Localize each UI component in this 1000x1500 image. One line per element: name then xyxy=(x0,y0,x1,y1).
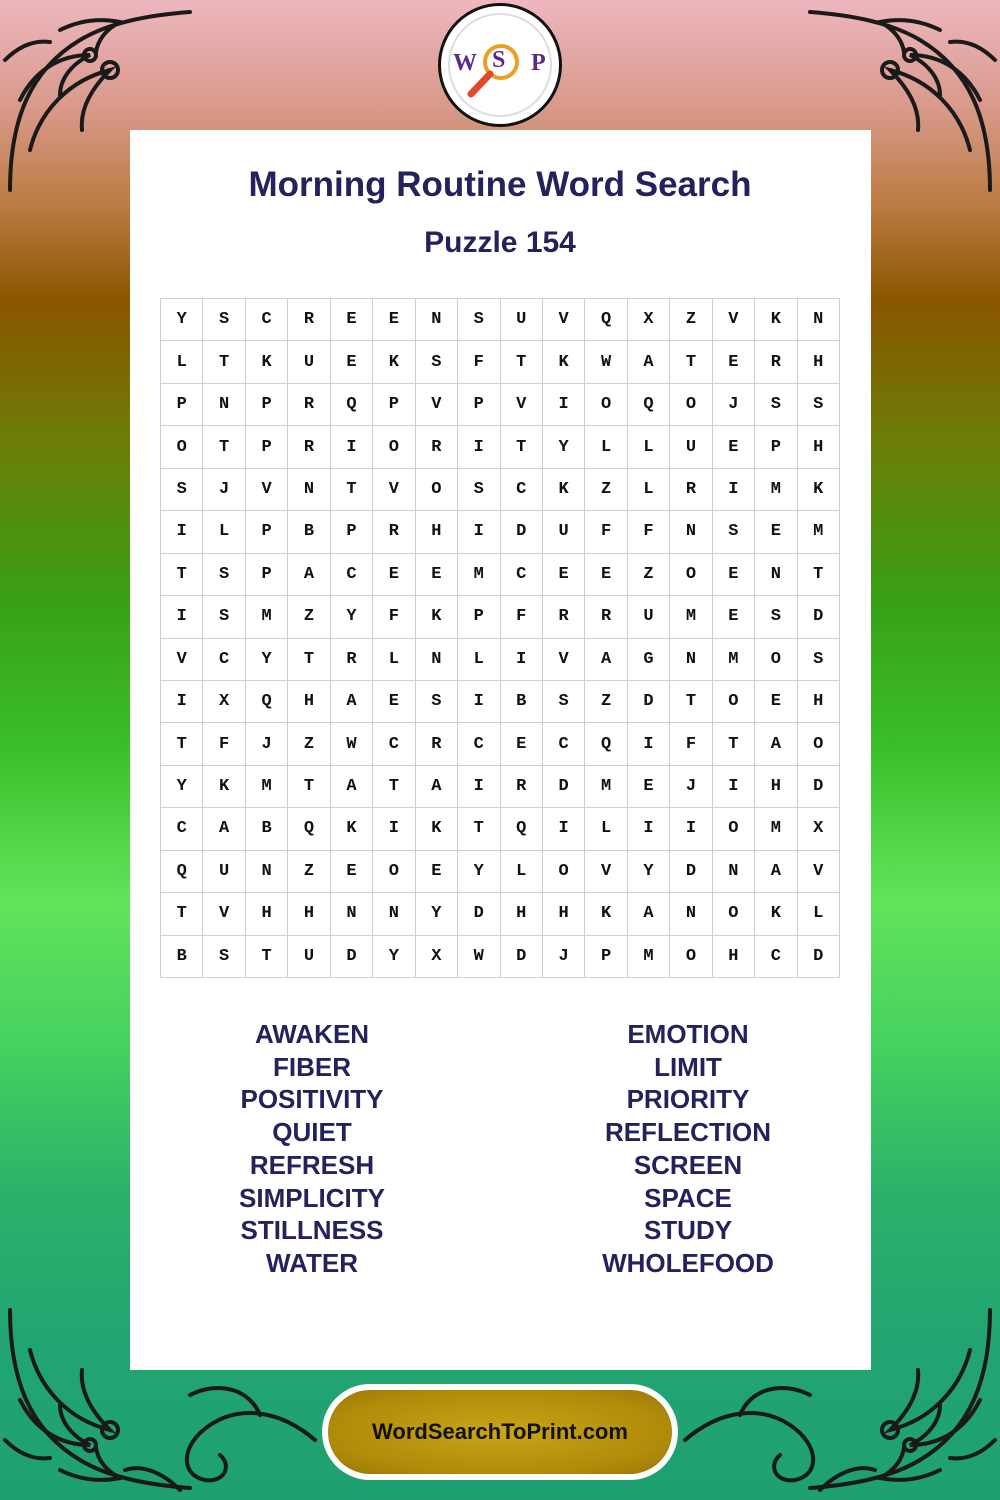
grid-cell[interactable]: M xyxy=(670,596,712,638)
grid-cell[interactable]: K xyxy=(798,469,840,511)
grid-cell[interactable]: Q xyxy=(331,384,373,426)
grid-cell[interactable]: I xyxy=(543,808,585,850)
grid-cell[interactable]: S xyxy=(203,936,245,978)
grid-cell[interactable]: T xyxy=(288,766,330,808)
grid-cell[interactable]: S xyxy=(458,299,500,341)
grid-cell[interactable]: N xyxy=(755,554,797,596)
grid-cell[interactable]: D xyxy=(501,511,543,553)
grid-cell[interactable]: H xyxy=(288,893,330,935)
grid-cell[interactable]: K xyxy=(246,341,288,383)
grid-cell[interactable]: N xyxy=(416,639,458,681)
grid-cell[interactable]: C xyxy=(331,554,373,596)
grid-cell[interactable]: P xyxy=(246,384,288,426)
grid-cell[interactable]: V xyxy=(203,893,245,935)
grid-cell[interactable]: U xyxy=(501,299,543,341)
grid-cell[interactable]: X xyxy=(203,681,245,723)
grid-cell[interactable]: D xyxy=(501,936,543,978)
grid-cell[interactable]: Y xyxy=(331,596,373,638)
grid-cell[interactable]: B xyxy=(161,936,203,978)
grid-cell[interactable]: A xyxy=(288,554,330,596)
word-list-item: LIMIT xyxy=(654,1051,722,1082)
grid-cell[interactable]: X xyxy=(416,936,458,978)
grid-cell[interactable]: Q xyxy=(628,384,670,426)
grid-cell[interactable]: E xyxy=(373,554,415,596)
grid-cell[interactable]: H xyxy=(755,766,797,808)
grid-cell[interactable]: H xyxy=(288,681,330,723)
grid-cell[interactable]: I xyxy=(161,511,203,553)
grid-cell[interactable]: P xyxy=(246,554,288,596)
grid-cell[interactable]: I xyxy=(373,808,415,850)
grid-cell[interactable]: M xyxy=(458,554,500,596)
grid-cell[interactable]: A xyxy=(331,766,373,808)
grid-cell[interactable]: Y xyxy=(416,893,458,935)
grid-cell[interactable]: E xyxy=(416,554,458,596)
grid-cell[interactable]: O xyxy=(543,851,585,893)
grid-cell[interactable]: D xyxy=(331,936,373,978)
grid-cell[interactable]: R xyxy=(373,511,415,553)
grid-cell[interactable]: Z xyxy=(288,723,330,765)
grid-cell[interactable]: P xyxy=(458,384,500,426)
grid-cell[interactable]: N xyxy=(331,893,373,935)
grid-cell[interactable]: N xyxy=(416,299,458,341)
grid-cell[interactable]: V xyxy=(246,469,288,511)
grid-cell[interactable]: F xyxy=(501,596,543,638)
grid-cell[interactable]: M xyxy=(628,936,670,978)
grid-cell[interactable]: F xyxy=(373,596,415,638)
word-list-item: AWAKEN xyxy=(254,1019,370,1049)
swirl-ornament-right xyxy=(680,1370,880,1500)
grid-cell[interactable]: S xyxy=(798,639,840,681)
grid-cell[interactable]: K xyxy=(755,893,797,935)
grid-cell[interactable]: K xyxy=(331,808,373,850)
grid-cell[interactable]: E xyxy=(331,851,373,893)
grid-cell[interactable]: T xyxy=(246,936,288,978)
grid-cell[interactable]: F xyxy=(585,511,627,553)
grid-cell[interactable]: B xyxy=(246,808,288,850)
grid-cell[interactable]: O xyxy=(670,384,712,426)
grid-cell[interactable]: H xyxy=(713,936,755,978)
grid-cell[interactable]: V xyxy=(585,851,627,893)
grid-cell[interactable]: E xyxy=(373,681,415,723)
grid-cell[interactable]: S xyxy=(203,596,245,638)
grid-cell[interactable]: L xyxy=(161,341,203,383)
grid-cell[interactable]: I xyxy=(713,469,755,511)
grid-cell[interactable]: Y xyxy=(373,936,415,978)
grid-cell[interactable]: T xyxy=(458,808,500,850)
grid-cell[interactable]: D xyxy=(798,936,840,978)
grid-cell[interactable]: S xyxy=(798,384,840,426)
grid-cell[interactable]: N xyxy=(670,893,712,935)
grid-cell[interactable]: S xyxy=(416,341,458,383)
grid-cell[interactable]: K xyxy=(416,808,458,850)
word-list-item: FIBER xyxy=(273,1051,351,1082)
grid-cell[interactable]: C xyxy=(543,723,585,765)
grid-cell[interactable]: S xyxy=(755,596,797,638)
grid-cell[interactable]: O xyxy=(585,384,627,426)
grid-cell[interactable]: N xyxy=(246,851,288,893)
wsp-logo[interactable] xyxy=(438,3,562,127)
grid-cell[interactable]: N xyxy=(373,893,415,935)
grid-cell[interactable]: I xyxy=(543,384,585,426)
word-list-item: WHOLEFOOD xyxy=(602,1247,774,1278)
grid-cell[interactable]: Z xyxy=(585,469,627,511)
grid-cell[interactable]: M xyxy=(713,639,755,681)
grid-cell[interactable]: V xyxy=(373,469,415,511)
logo-letter-s: S xyxy=(492,47,506,73)
grid-cell[interactable]: I xyxy=(713,766,755,808)
grid-cell[interactable]: H xyxy=(798,426,840,468)
grid-cell[interactable]: P xyxy=(246,511,288,553)
grid-cell[interactable]: I xyxy=(458,511,500,553)
grid-cell[interactable]: C xyxy=(501,469,543,511)
grid-cell[interactable]: O xyxy=(373,426,415,468)
grid-cell[interactable]: T xyxy=(798,554,840,596)
grid-cell[interactable]: E xyxy=(501,723,543,765)
grid-cell[interactable]: O xyxy=(670,554,712,596)
grid-cell[interactable]: U xyxy=(288,341,330,383)
grid-cell[interactable]: E xyxy=(373,299,415,341)
grid-cell[interactable]: L xyxy=(373,639,415,681)
grid-cell[interactable]: D xyxy=(798,596,840,638)
grid-cell[interactable]: A xyxy=(585,639,627,681)
grid-cell[interactable]: V xyxy=(501,384,543,426)
grid-cell[interactable]: N xyxy=(798,299,840,341)
grid-cell[interactable]: D xyxy=(670,851,712,893)
grid-cell[interactable]: Z xyxy=(628,554,670,596)
grid-cell[interactable]: A xyxy=(628,893,670,935)
word-list-item: REFLECTION xyxy=(604,1117,772,1148)
grid-cell[interactable]: Q xyxy=(161,851,203,893)
grid-cell[interactable]: L xyxy=(458,639,500,681)
grid-cell[interactable]: E xyxy=(331,341,373,383)
grid-cell[interactable]: O xyxy=(670,936,712,978)
grid-cell[interactable]: N xyxy=(713,851,755,893)
grid-cell[interactable]: R xyxy=(288,426,330,468)
grid-cell[interactable]: O xyxy=(755,639,797,681)
grid-cell[interactable]: Q xyxy=(585,299,627,341)
logo-letter-w: W xyxy=(453,50,477,76)
grid-cell[interactable]: X xyxy=(798,808,840,850)
grid-cell[interactable]: Y xyxy=(628,851,670,893)
grid-cell[interactable]: T xyxy=(203,341,245,383)
grid-cell[interactable]: L xyxy=(628,426,670,468)
grid-cell[interactable]: V xyxy=(798,851,840,893)
grid-cell[interactable]: E xyxy=(416,851,458,893)
grid-cell[interactable]: W xyxy=(331,723,373,765)
grid-cell[interactable]: J xyxy=(670,766,712,808)
grid-cell[interactable]: T xyxy=(670,681,712,723)
grid-cell[interactable]: P xyxy=(331,511,373,553)
grid-cell[interactable]: E xyxy=(755,681,797,723)
grid-cell[interactable]: P xyxy=(458,596,500,638)
grid-cell[interactable]: Y xyxy=(246,639,288,681)
grid-cell[interactable]: R xyxy=(755,341,797,383)
grid-cell[interactable]: S xyxy=(755,384,797,426)
grid-cell[interactable]: L xyxy=(501,851,543,893)
grid-cell[interactable]: H xyxy=(798,341,840,383)
grid-cell[interactable]: A xyxy=(755,851,797,893)
grid-cell[interactable]: C xyxy=(203,639,245,681)
website-label: WordSearchToPrint.com xyxy=(372,1419,628,1444)
grid-cell[interactable]: R xyxy=(288,299,330,341)
grid-cell[interactable]: K xyxy=(543,469,585,511)
grid-cell[interactable]: T xyxy=(501,426,543,468)
grid-cell[interactable]: M xyxy=(755,808,797,850)
grid-cell[interactable]: R xyxy=(416,723,458,765)
grid-cell[interactable]: E xyxy=(543,554,585,596)
grid-cell[interactable]: E xyxy=(713,341,755,383)
puzzle-number: Puzzle 154 xyxy=(424,226,576,259)
grid-cell[interactable]: S xyxy=(713,511,755,553)
grid-cell[interactable]: P xyxy=(755,426,797,468)
letter-grid xyxy=(160,298,840,978)
word-list-item: WATER xyxy=(266,1247,358,1278)
grid-cell[interactable]: Q xyxy=(585,723,627,765)
grid-cell[interactable]: U xyxy=(543,511,585,553)
grid-cell[interactable]: U xyxy=(670,426,712,468)
grid-cell[interactable]: L xyxy=(203,511,245,553)
grid-cell[interactable]: O xyxy=(713,808,755,850)
grid-cell[interactable]: K xyxy=(543,341,585,383)
grid-cell[interactable]: K xyxy=(755,299,797,341)
grid-cell[interactable]: F xyxy=(203,723,245,765)
grid-cell[interactable]: L xyxy=(585,426,627,468)
grid-cell[interactable]: S xyxy=(416,681,458,723)
grid-cell[interactable]: Q xyxy=(246,681,288,723)
grid-cell[interactable]: C xyxy=(373,723,415,765)
grid-cell[interactable]: O xyxy=(798,723,840,765)
grid-cell[interactable]: T xyxy=(501,341,543,383)
word-list-item: REFRESH xyxy=(249,1149,375,1180)
grid-cell[interactable]: Q xyxy=(501,808,543,850)
grid-cell[interactable]: R xyxy=(585,596,627,638)
grid-cell[interactable]: S xyxy=(161,469,203,511)
grid-cell[interactable]: L xyxy=(585,808,627,850)
grid-cell[interactable]: T xyxy=(288,639,330,681)
grid-cell[interactable]: E xyxy=(713,426,755,468)
grid-cell[interactable]: Y xyxy=(161,766,203,808)
grid-cell[interactable]: M xyxy=(755,469,797,511)
grid-cell[interactable]: O xyxy=(713,681,755,723)
word-list-item: POSITIVITY xyxy=(240,1084,384,1115)
grid-cell[interactable]: H xyxy=(543,893,585,935)
logo-letter-p: P xyxy=(531,50,546,76)
grid-cell[interactable]: Z xyxy=(670,299,712,341)
grid-cell[interactable]: T xyxy=(670,341,712,383)
grid-cell[interactable]: V xyxy=(543,639,585,681)
grid-cell[interactable]: O xyxy=(373,851,415,893)
grid-cell[interactable]: A xyxy=(628,341,670,383)
word-list-item: STILLNESS xyxy=(240,1215,384,1246)
grid-cell[interactable]: R xyxy=(501,766,543,808)
grid-cell[interactable]: R xyxy=(543,596,585,638)
grid-cell[interactable]: D xyxy=(628,681,670,723)
grid-cell[interactable]: F xyxy=(458,341,500,383)
grid-cell[interactable]: N xyxy=(670,639,712,681)
grid-cell[interactable]: I xyxy=(458,426,500,468)
grid-cell[interactable]: T xyxy=(203,426,245,468)
grid-cell[interactable]: E xyxy=(713,554,755,596)
grid-cell[interactable]: K xyxy=(585,893,627,935)
grid-cell[interactable]: I xyxy=(501,639,543,681)
grid-cell[interactable]: W xyxy=(458,936,500,978)
grid-cell[interactable]: E xyxy=(628,766,670,808)
grid-cell[interactable]: T xyxy=(161,554,203,596)
grid-cell[interactable]: M xyxy=(585,766,627,808)
grid-cell[interactable]: O xyxy=(161,426,203,468)
grid-cell[interactable]: T xyxy=(373,766,415,808)
grid-cell[interactable]: Z xyxy=(585,681,627,723)
grid-cell[interactable]: W xyxy=(585,341,627,383)
grid-cell[interactable]: H xyxy=(246,893,288,935)
grid-cell[interactable]: O xyxy=(416,469,458,511)
grid-cell[interactable]: H xyxy=(501,893,543,935)
grid-cell[interactable]: I xyxy=(628,808,670,850)
grid-cell[interactable]: K xyxy=(373,341,415,383)
grid-cell[interactable]: J xyxy=(543,936,585,978)
grid-cell[interactable]: T xyxy=(713,723,755,765)
page-title: Morning Routine Word Search xyxy=(248,165,752,204)
grid-cell[interactable]: P xyxy=(161,384,203,426)
grid-cell[interactable]: I xyxy=(458,681,500,723)
grid-cell[interactable]: Y xyxy=(458,851,500,893)
grid-cell[interactable]: I xyxy=(331,426,373,468)
grid-cell[interactable]: I xyxy=(628,723,670,765)
word-list-item: EMOTION xyxy=(627,1019,749,1049)
grid-cell[interactable]: C xyxy=(161,808,203,850)
grid-cell[interactable]: R xyxy=(331,639,373,681)
grid-cell[interactable]: S xyxy=(203,299,245,341)
grid-cell[interactable]: F xyxy=(628,511,670,553)
grid-cell[interactable]: L xyxy=(628,469,670,511)
grid-cell[interactable]: M xyxy=(246,596,288,638)
grid-cell[interactable]: C xyxy=(755,936,797,978)
grid-cell[interactable]: J xyxy=(203,469,245,511)
grid-cell[interactable]: D xyxy=(458,893,500,935)
grid-cell[interactable]: I xyxy=(458,766,500,808)
word-list-right xyxy=(538,1018,838,1280)
grid-cell[interactable]: M xyxy=(798,511,840,553)
grid-cell[interactable]: E xyxy=(755,511,797,553)
grid-cell[interactable]: P xyxy=(246,426,288,468)
grid-cell[interactable]: C xyxy=(458,723,500,765)
grid-cell[interactable]: H xyxy=(798,681,840,723)
grid-cell[interactable]: N xyxy=(670,511,712,553)
grid-cell[interactable]: L xyxy=(798,893,840,935)
grid-cell[interactable]: B xyxy=(288,511,330,553)
grid-cell[interactable]: V xyxy=(713,299,755,341)
grid-cell[interactable]: E xyxy=(331,299,373,341)
grid-cell[interactable]: A xyxy=(203,808,245,850)
grid-cell[interactable]: O xyxy=(713,893,755,935)
grid-cell[interactable]: Y xyxy=(161,299,203,341)
grid-cell[interactable]: B xyxy=(501,681,543,723)
grid-cell[interactable]: Z xyxy=(288,596,330,638)
grid-cell[interactable]: J xyxy=(713,384,755,426)
grid-cell[interactable]: S xyxy=(543,681,585,723)
grid-cell[interactable]: A xyxy=(416,766,458,808)
word-list-item: STUDY xyxy=(643,1215,733,1246)
grid-cell[interactable]: I xyxy=(161,596,203,638)
grid-cell[interactable]: I xyxy=(161,681,203,723)
grid-cell[interactable]: V xyxy=(416,384,458,426)
grid-cell[interactable]: C xyxy=(246,299,288,341)
swirl-ornament-left xyxy=(120,1370,320,1500)
grid-cell[interactable]: K xyxy=(416,596,458,638)
grid-cell[interactable]: E xyxy=(585,554,627,596)
grid-cell[interactable]: U xyxy=(288,936,330,978)
grid-cell[interactable]: A xyxy=(331,681,373,723)
grid-cell[interactable]: G xyxy=(628,639,670,681)
grid-cell[interactable]: E xyxy=(713,596,755,638)
grid-cell[interactable]: Z xyxy=(288,851,330,893)
grid-cell[interactable]: R xyxy=(416,426,458,468)
grid-cell[interactable]: I xyxy=(670,808,712,850)
grid-cell[interactable]: T xyxy=(161,893,203,935)
grid-cell[interactable]: M xyxy=(246,766,288,808)
grid-cell[interactable]: D xyxy=(543,766,585,808)
grid-cell[interactable]: R xyxy=(288,384,330,426)
grid-cell[interactable]: D xyxy=(798,766,840,808)
grid-cell[interactable]: V xyxy=(161,639,203,681)
grid-cell[interactable]: S xyxy=(203,554,245,596)
grid-cell[interactable]: K xyxy=(203,766,245,808)
grid-cell[interactable]: U xyxy=(203,851,245,893)
grid-cell[interactable]: X xyxy=(628,299,670,341)
grid-cell[interactable]: N xyxy=(203,384,245,426)
grid-cell[interactable]: F xyxy=(670,723,712,765)
grid-cell[interactable]: V xyxy=(543,299,585,341)
grid-cell[interactable]: N xyxy=(288,469,330,511)
word-list-item: SIMPLICITY xyxy=(239,1182,385,1213)
grid-cell[interactable]: P xyxy=(585,936,627,978)
grid-cell[interactable]: T xyxy=(161,723,203,765)
grid-cell[interactable]: R xyxy=(670,469,712,511)
word-list-left xyxy=(162,1018,462,1280)
grid-cell[interactable]: Q xyxy=(288,808,330,850)
grid-cell[interactable]: S xyxy=(458,469,500,511)
grid-cell[interactable]: U xyxy=(628,596,670,638)
word-list-item: QUIET xyxy=(272,1117,352,1148)
grid-cell[interactable]: Y xyxy=(543,426,585,468)
website-button[interactable] xyxy=(322,1384,678,1480)
word-list-item: SPACE xyxy=(644,1182,732,1213)
word-list-item: PRIORITY xyxy=(626,1084,750,1115)
grid-cell[interactable]: H xyxy=(416,511,458,553)
grid-cell[interactable]: C xyxy=(501,554,543,596)
grid-cell[interactable]: T xyxy=(331,469,373,511)
word-list-item: SCREEN xyxy=(633,1149,743,1180)
grid-cell[interactable]: A xyxy=(755,723,797,765)
grid-cell[interactable]: P xyxy=(373,384,415,426)
grid-cell[interactable]: J xyxy=(246,723,288,765)
